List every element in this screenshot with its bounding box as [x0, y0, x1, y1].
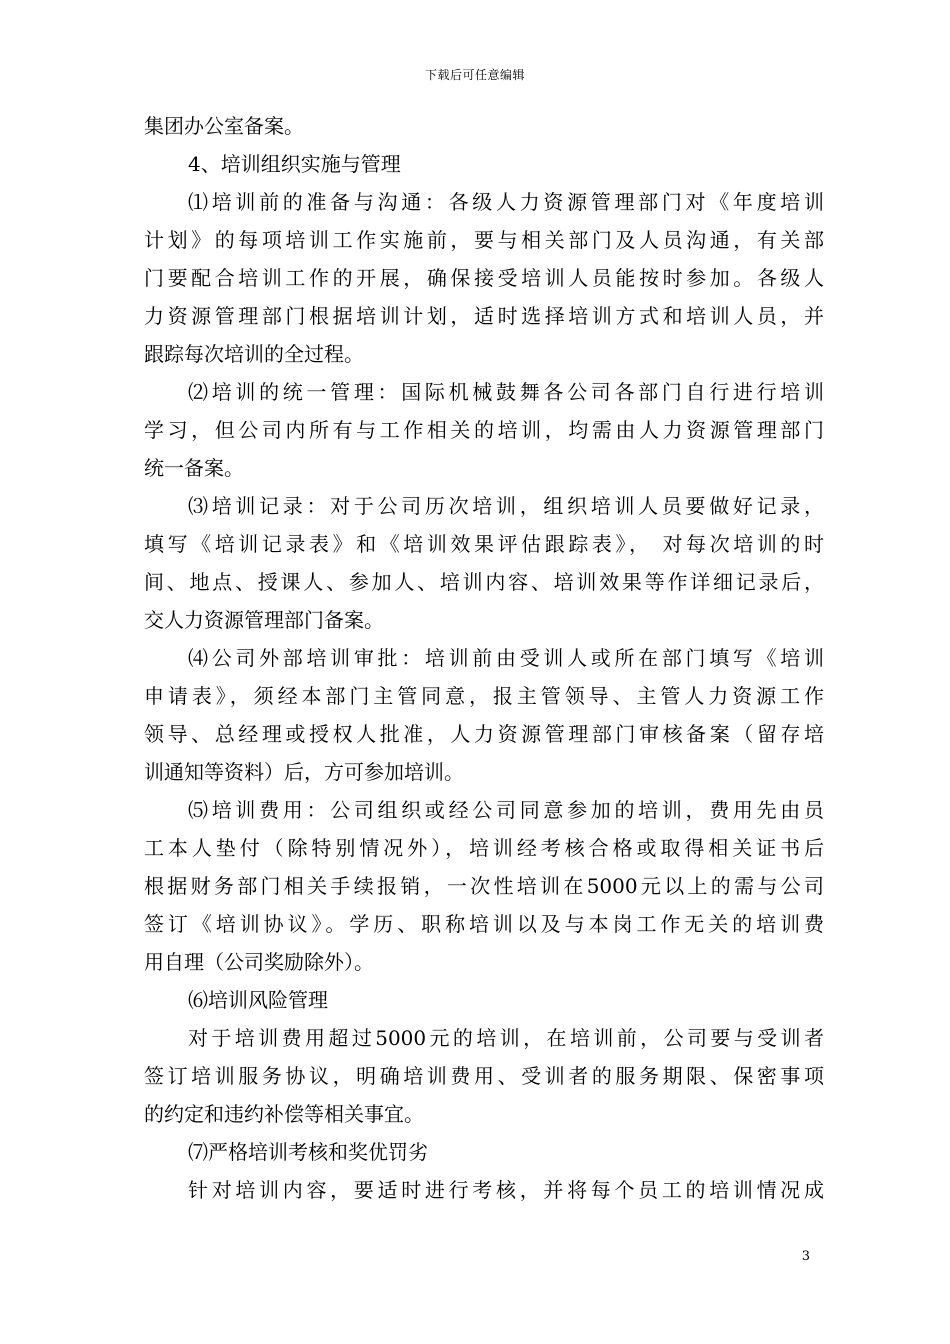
text-line: ⑵培训的统一管理：国际机械鼓舞各公司各部门自行进行培训 — [188, 380, 824, 404]
section-heading: 4、培训组织实施与管理 — [188, 152, 401, 176]
text-line: 领导、总经理或授权人批准，人力资源管理部门审核备案（留存培 — [144, 722, 824, 746]
text-line: 跟踪每次培训的全过程。 — [144, 342, 364, 366]
document-body — [144, 107, 824, 1209]
text-line: ⑷公司外部培训审批：培训前由受训人或所在部门填写《培训 — [188, 646, 824, 670]
text-line: 计划》的每项培训工作实施前，要与相关部门及人员沟通，有关部 — [144, 228, 824, 252]
text-line: 学习，但公司内所有与工作相关的培训，均需由人力资源管理部门 — [144, 418, 824, 442]
text-line: 根据财务部门相关手续报销，一次性培训在5000元以上的需与公司 — [144, 874, 824, 898]
text-line: 对于培训费用超过5000元的培训，在培训前，公司要与受训者 — [188, 1026, 824, 1050]
text-line: 统一备案。 — [144, 456, 244, 480]
text-line: 交人力资源管理部门备案。 — [144, 608, 384, 632]
text-line: 签订《培训协议》。学历、职称培训以及与本岗工作无关的培训费 — [144, 912, 824, 936]
section-heading: ⑹培训风险管理 — [188, 988, 328, 1012]
section-heading: ⑺严格培训考核和奖优罚劣 — [188, 1140, 428, 1164]
text-line: 填写《培训记录表》和《培训效果评估跟踪表》， 对每次培训的时 — [144, 532, 824, 556]
text-line: 间、地点、授课人、参加人、培训内容、培训效果等作详细记录后， — [144, 570, 824, 594]
page-number: 3 — [801, 1249, 810, 1264]
text-line: 训通知等资料）后，方可参加培训。 — [144, 760, 464, 784]
page-header: 下载后可任意编辑 — [424, 68, 525, 82]
text-line: 的约定和违约补偿等相关事宜。 — [144, 1102, 424, 1126]
text-line: 门要配合培训工作的开展，确保接受培训人员能按时参加。各级人 — [144, 266, 824, 290]
text-line: 工本人垫付（除特别情况外），培训经考核合格或取得相关证书后 — [144, 836, 824, 860]
text-line: ⑴培训前的准备与沟通：各级人力资源管理部门对《年度培训 — [188, 190, 824, 214]
text-line: 签订培训服务协议，明确培训费用、受训者的服务期限、保密事项 — [144, 1064, 824, 1088]
text-line: 申请表》，须经本部门主管同意，报主管领导、主管人力资源工作 — [144, 684, 824, 708]
text-line: 用自理（公司奖励除外）。 — [144, 950, 374, 974]
text-line: 力资源管理部门根据培训计划，适时选择培训方式和培训人员，并 — [144, 304, 824, 328]
text-line: ⑶培训记录：对于公司历次培训，组织培训人员要做好记录， — [188, 494, 824, 518]
text-line: ⑸培训费用：公司组织或经公司同意参加的培训，费用先由员 — [188, 798, 824, 822]
text-line: 针对培训内容，要适时进行考核，并将每个员工的培训情况成 — [188, 1178, 824, 1202]
text-line: 集团办公室备案。 — [144, 114, 304, 138]
